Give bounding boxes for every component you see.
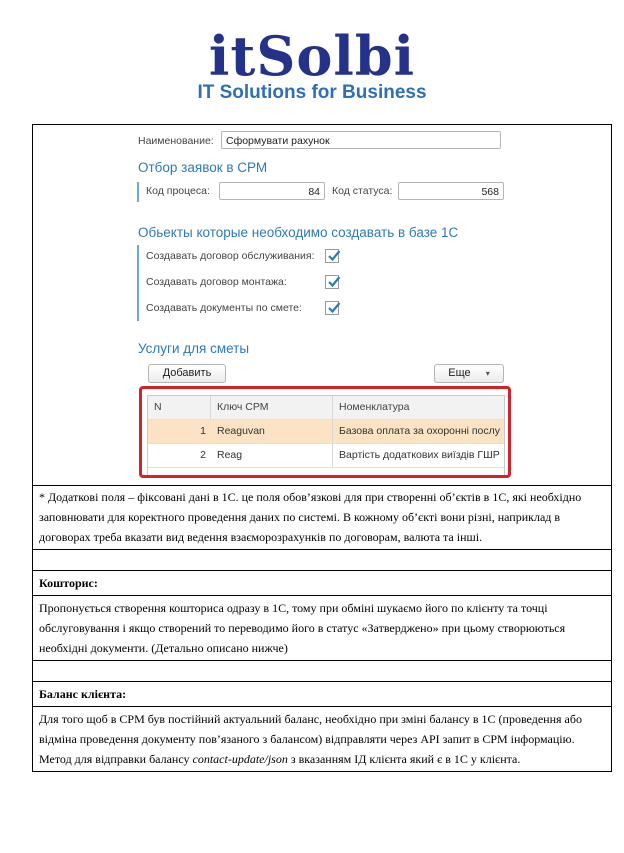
highlight-frame	[139, 386, 511, 478]
document-table	[32, 124, 612, 772]
form-screenshot-cell	[33, 125, 612, 486]
estimate-text-cell	[33, 596, 612, 661]
status-code-field[interactable]: 568	[398, 182, 504, 200]
row-nomenclature: Вартість додаткових виїздів ГШР	[332, 444, 504, 467]
additional-fields-note: * Додаткові поля – фіксовані дані в 1С. це поля обов’язкові для при створенні об’єктів в 1С, які необхідно заповнювати для коректного проведення даних по системі. В кожному об’єкті вони різні, наприклад в договорах треба вказати вид ведення взаєморозрахунків по договорам, валюта та інші.	[39, 490, 582, 544]
checkmark-icon	[326, 274, 342, 290]
row-number: 1	[200, 425, 206, 437]
name-field[interactable]: Сформувати рахунок	[221, 131, 501, 149]
column-header-nomenclature[interactable]: Номенклатура	[332, 396, 504, 419]
balance-api-method: contact-update/json	[192, 752, 288, 766]
checkbox-label-installation-contract: Создавать договор монтажа:	[146, 276, 287, 288]
checkbox-estimate-documents[interactable]	[325, 301, 339, 315]
more-button[interactable]	[434, 364, 504, 383]
estimate-text: Пропонується створення кошториса одразу в 1С, тому при обміні шукаємо його по клієнту та точці обслуговування і якщо створений то переводимо його в статус «Затверджено» при цьому створюються необхідні документи. (Детально описано нижче)	[39, 601, 566, 655]
checkbox-label-service-contract: Создавать договор обслуживания:	[146, 250, 315, 262]
estimate-title: Кошторис:	[39, 576, 98, 590]
add-button[interactable]: Добавить	[148, 364, 226, 383]
estimate-title-cell	[33, 571, 612, 596]
balance-title-cell	[33, 682, 612, 707]
column-header-crm-key[interactable]: Ключ СРМ	[210, 396, 332, 419]
row-crm-key: Reag	[217, 449, 243, 461]
process-code-label: Код процеса:	[146, 185, 210, 197]
empty-row	[33, 661, 612, 682]
checkbox-installation-contract[interactable]	[325, 275, 339, 289]
section-bar	[137, 245, 139, 321]
checkbox-service-contract[interactable]	[325, 249, 339, 263]
note-cell	[33, 486, 612, 550]
balance-text	[33, 707, 611, 771]
services-section-title: Услуги для сметы	[138, 341, 250, 356]
chevron-down-icon: ▾	[485, 369, 490, 378]
objects-section-title: Обьекты которые необходимо создавать в базе 1С	[138, 225, 459, 240]
crm-filter-title: Отбор заявок в СРМ	[138, 160, 268, 175]
checkmark-icon	[326, 248, 342, 264]
column-header-n[interactable]: N	[154, 401, 162, 413]
empty-row	[33, 550, 612, 571]
more-button-label: Еще	[448, 367, 471, 379]
balance-title: Баланс клієнта:	[39, 687, 127, 701]
row-nomenclature: Базова оплата за охоронні послу	[332, 420, 504, 443]
checkbox-label-estimate-documents: Создавать документы по смете:	[146, 302, 302, 314]
section-bar	[137, 182, 139, 202]
name-label: Наименование:	[138, 135, 214, 147]
row-crm-key: Reaguvan	[217, 425, 265, 437]
logo-name: itSolbi	[208, 24, 416, 88]
checkmark-icon	[326, 300, 342, 316]
logo-tagline: IT Solutions for Business	[197, 82, 427, 103]
company-logo	[0, 24, 624, 104]
status-code-label: Код статуса:	[332, 185, 393, 197]
balance-text-cell	[33, 707, 612, 772]
form-screenshot	[33, 125, 611, 485]
balance-text-part-1: Для того щоб в СРМ був постійний актуальний баланс, необхідно при зміні балансу в 1С (проведення або відміна проведення документу пов’язаного з балансом) відправляти через API запит в СРМ інформацію. Метод для відправки балансу	[39, 712, 582, 766]
process-code-field[interactable]: 84	[219, 182, 325, 200]
balance-text-part-2: з вказанням ІД клієнта який є в 1С у клієнта.	[287, 752, 521, 766]
row-number: 2	[200, 449, 206, 461]
